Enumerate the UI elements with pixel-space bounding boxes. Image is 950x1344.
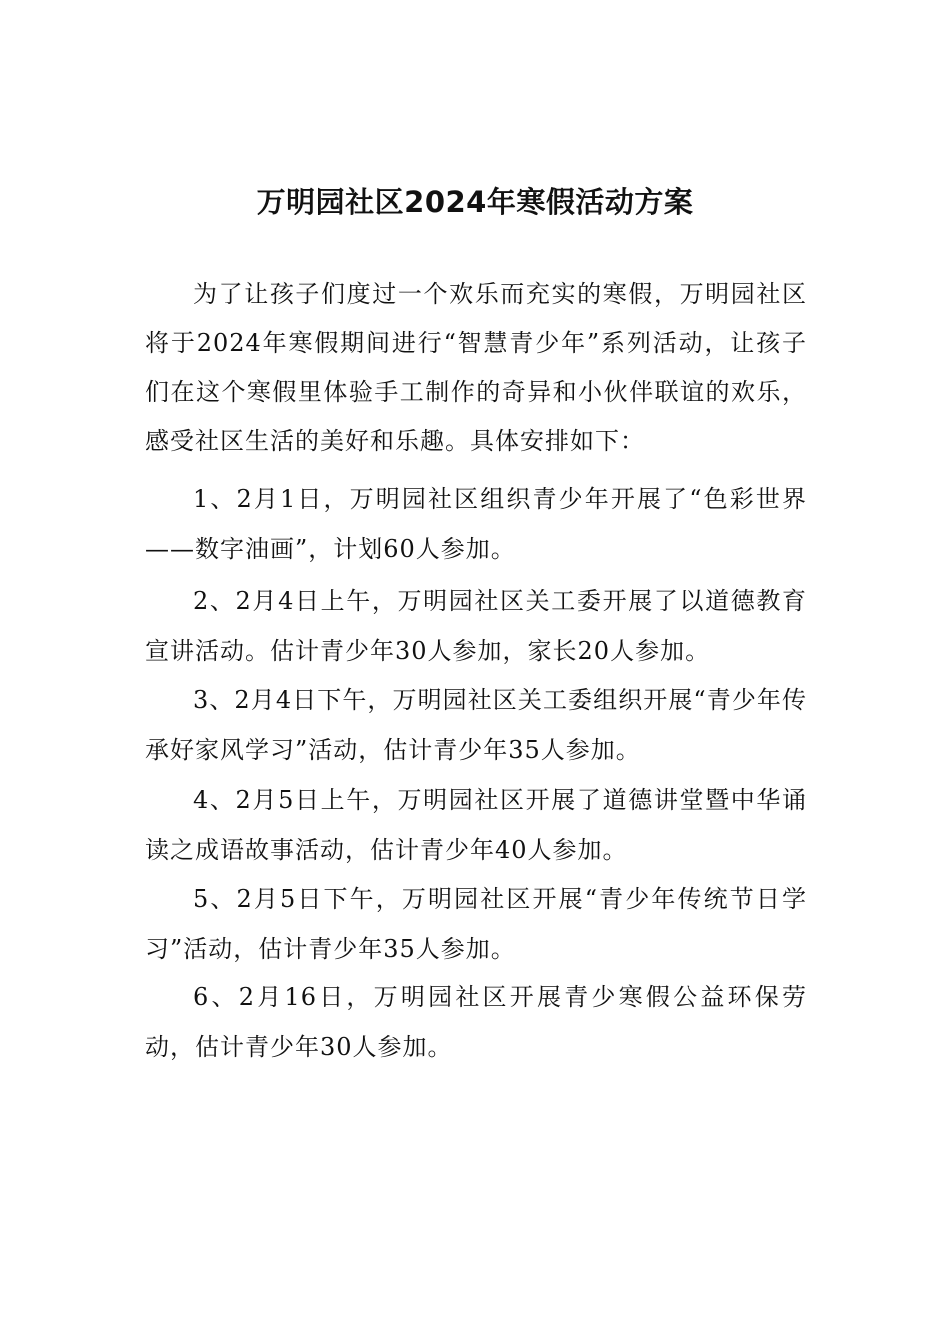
activity-item-1: 1、2月1日，万明园社区组织青少年开展了“色彩世界——数字油画”，计划60人参加。	[145, 485, 807, 563]
activity-item-4: 4、2月5日上午，万明园社区开展了道德讲堂暨中华诵读之成语故事活动，估计青少年40人参加。	[145, 786, 807, 864]
activity-item-6: 6、2月16日，万明园社区开展青少寒假公益环保劳动，估计青少年30人参加。	[145, 983, 807, 1061]
intro-paragraph: 为了让孩子们度过一个欢乐而充实的寒假，万明园社区将于2024年寒假期间进行“智慧青少年”系列活动，让孩子们在这个寒假里体验手工制作的奇异和小伙伴联谊的欢乐，感受社区生活的美好和乐趣。具体安排如下：	[145, 280, 807, 455]
activity-item-5: 5、2月5日下午，万明园社区开展“青少年传统节日学习”活动，估计青少年35人参加。	[145, 885, 807, 963]
activity-item-2: 2、2月4日上午，万明园社区关工委开展了以道德教育宣讲活动。估计青少年30人参加，家长20人参加。	[145, 587, 807, 665]
activity-item-3: 3、2月4日下午，万明园社区关工委组织开展“青少年传承好家风学习”活动，估计青少年35人参加。	[145, 686, 807, 764]
document-title: 万明园社区2024年寒假活动方案	[256, 185, 694, 219]
